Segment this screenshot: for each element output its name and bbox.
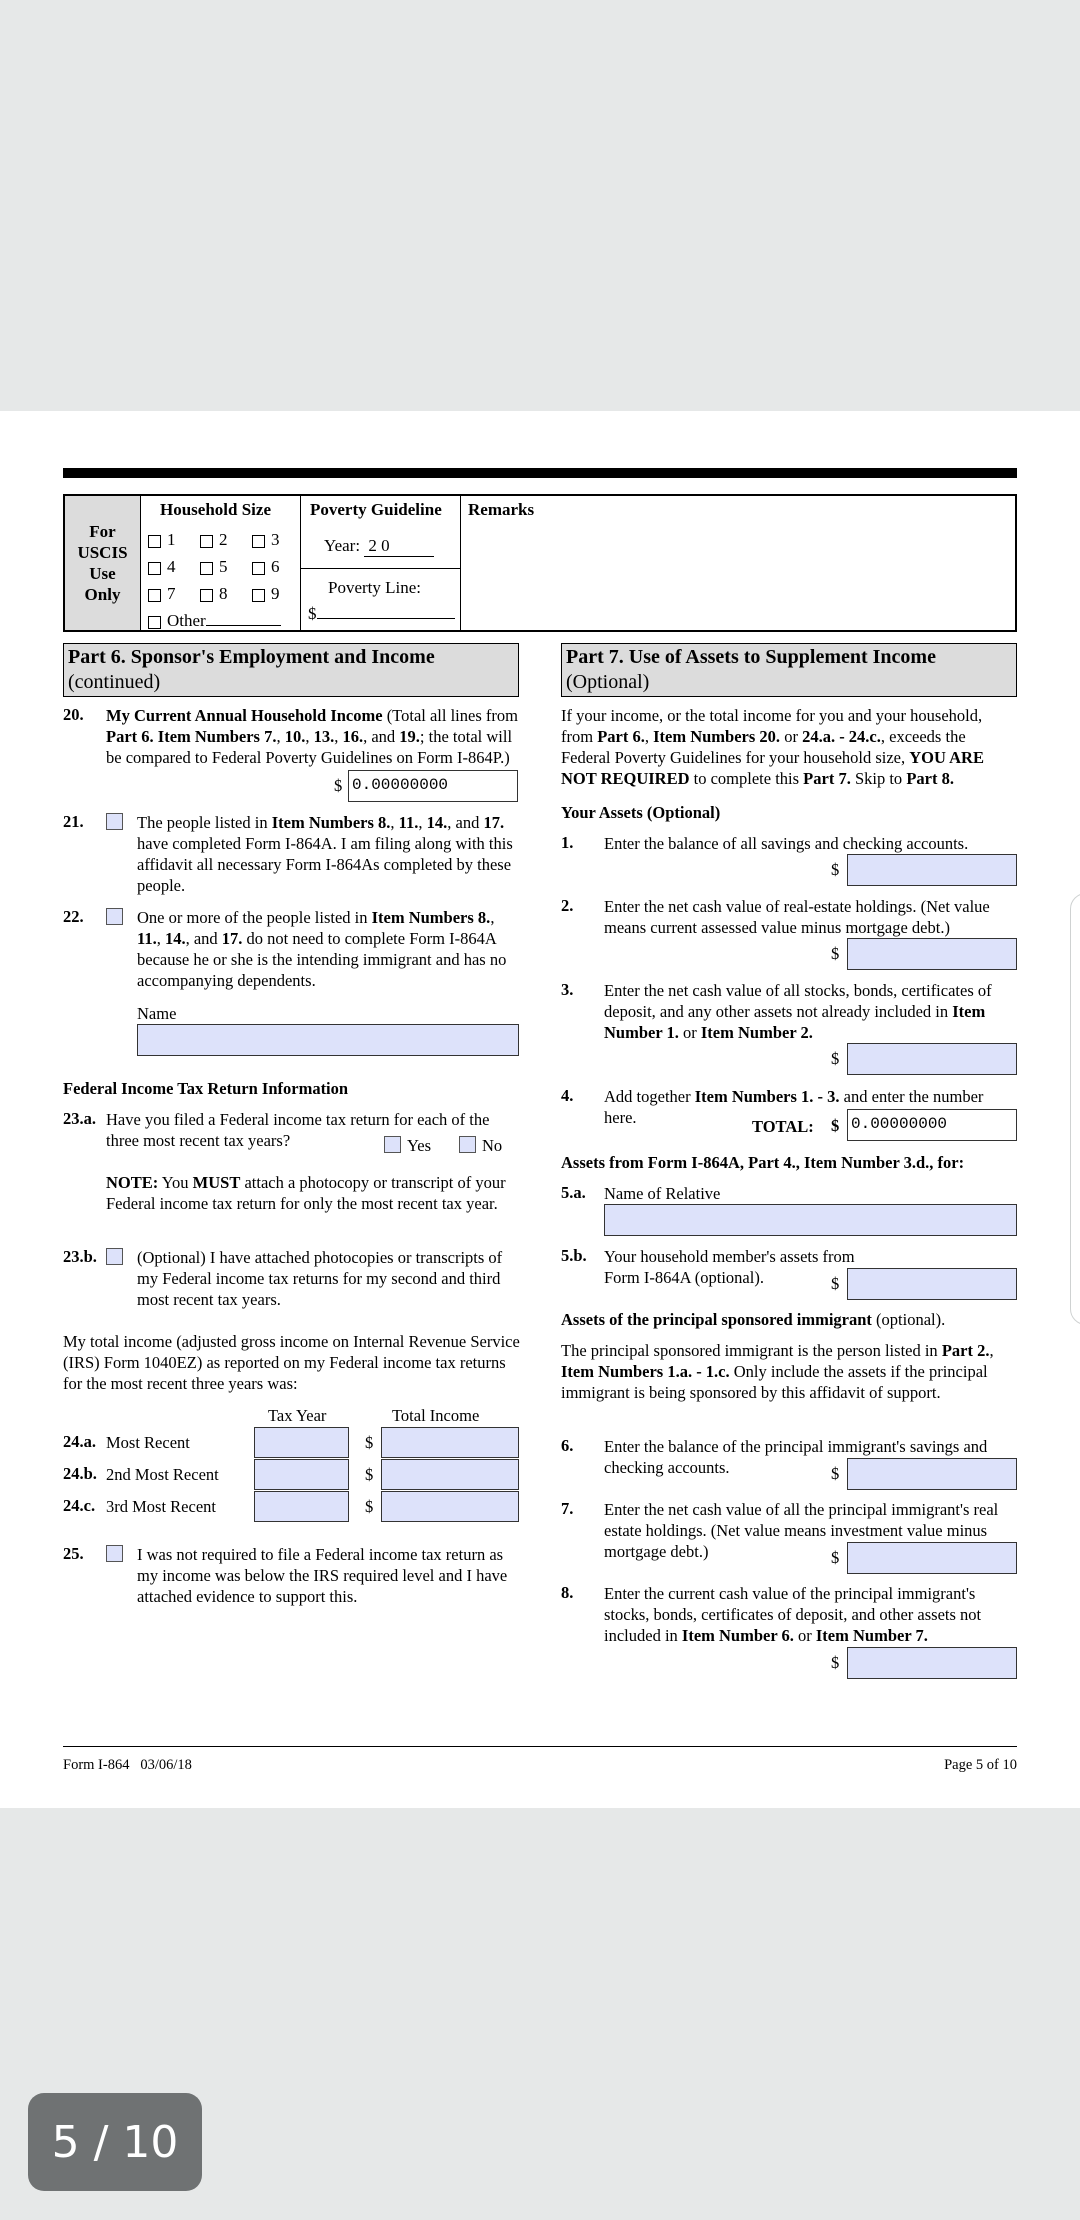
q23b-text: (Optional) I have attached photocopies or transcripts of my Federal income tax returns for my second and third most recent tax years. — [137, 1248, 503, 1309]
footer-rule — [63, 1746, 1017, 1747]
q22-text: One or more of the people listed in Item Numbers 8., 11., 14., and 17. do not need to complete Form I-864A because he or she is the intending immigrant and has no accompanying dependents. — [137, 908, 507, 990]
tax-year-input[interactable] — [254, 1427, 349, 1458]
tax-section-title: Federal Income Tax Return Information — [63, 1079, 349, 1098]
principal-assets-title: Assets of the principal sponsored immigrant (optional). — [561, 1310, 946, 1329]
uscis-use-box — [63, 494, 1017, 632]
document-page: For USCIS Use Only Household Size 1 2 3 4 5 6 7 8 9 Other Poverty Guideline Year: 2 0 Poverty Line: $ Remarks Part 6. Sponsor's Employment and Income (continued) 20. My Current Annual Household Income (Total all lines from Part 6. Item Numbers 7., 10., 13., 16., and 19.; the total will be compared to Federal Poverty Guidelines on Form I-864P.) $ 0.00000000 21. The people listed in Item Numbers 8., 11., 14., and 17. have completed Form I-864A. I am filing along with this affidavit all necessary Form I-864As completed by these people. 22. One or more of the people listed in Item Numbers 8., 11., 14., and 17. do not need to complete Form I-864A because he or she is the intending immigrant and has no accompanying dependents. Name Federal Income Tax Return Information 23.a. Have you filed a Federal income tax return for each of the three most recent tax years? Yes No NOTE: You MUST attach a photocopy or transcript of your Federal income tax return for only the most recent tax year. 23.b. (Optional) I have attached photocopies or transcripts of my Federal income tax returns for my second and third most recent tax years. My total income (adjusted gross income on Internal Revenue Service (IRS) Form 1040EZ) as reported on my Federal income tax returns for the most recent three years was: Tax Year Total Income 24.a. Most Recent $ 24.b. 2nd Most Recent $ 24.c. 3rd Most Recent $ 25. I was not required to file a Federal income tax return as my income was below the IRS required level and I have attached evidence to support this. Part 7. Use of Assets to Supplement Income (Optional) If your income, or the total income for you and your household, from Part 6., Item Numbers 20. or 24.a. - 24.c., exceeds the Federal Poverty Guidelines for your household size, YOU ARE NOT REQUIRED to complete this Part 7. Skip to Part 8. Your Assets (Optional) 1. Enter the balance of all savings and checking accounts. $ 2. Enter the net cash value of real-estate holdings. (Net value means current assessed value minus mortgage debt.) $ 3. Enter the net cash value of all stocks, bonds, certificates of deposit, and any other assets not already included in Item Number 1. or Item Number 2. $ 4. Add together Item Numbers 1. - 3. and enter the number here. TOTAL: $ 0.00000000 Assets from Form I-864A, Part 4., Item Number 3.d., for: 5.a. Name of Relative 5.b. Your household member's assets from Form I-864A (optional). $ Assets of the principal sponsored immigrant (optional). The principal sponsored immigrant is the person listed in Part 2., Item Numbers 1.a. - 1.c. Only include the assets if the principal immigrant is being sponsored by this affidavit of support. 6. Enter the balance of the principal immigrant's savings and checking accounts. $ 7. Enter the net cash value of all the principal immigrant's real estate holdings. (Net value means investment value minus mortgage debt.) $ 8. Enter the current cash value of the principal immigrant's stocks, bonds, certificates of deposit, and other assets not included in Item Number 6. or Item Number 7. $ Form I-864 03/06/18 Page 5 of 10 — [0, 411, 1080, 1808]
remarks-title: Remarks — [468, 500, 535, 519]
principal-real-estate-input[interactable] — [847, 1542, 1017, 1574]
size-option: 8 — [200, 580, 252, 607]
q6-number: 6. — [561, 1436, 574, 1455]
q5a-text: Name of Relative — [604, 1184, 721, 1203]
principal-stocks-input[interactable] — [847, 1647, 1017, 1679]
q5a-number: 5.a. — [561, 1183, 586, 1202]
size-option: 5 — [200, 553, 252, 580]
q21-text: The people listed in Item Numbers 8., 11., 14., and 17. have completed Form I-864A. I am filing along with this affidavit all necessary Form I-864As completed by these people. — [137, 813, 513, 895]
household-size-grid — [148, 526, 298, 634]
q4-number: 4. — [561, 1086, 574, 1105]
total-income-input[interactable] — [381, 1427, 519, 1458]
size-option-other: Other — [148, 607, 298, 634]
name-input[interactable] — [137, 1024, 519, 1056]
form-id: Form I-864 03/06/18 — [63, 1757, 192, 1773]
q23b-number: 23.b. — [63, 1247, 97, 1266]
q5b-text: Your household member's assets from Form I-864A (optional). — [604, 1247, 855, 1287]
row-label: 2nd Most Recent — [106, 1465, 219, 1484]
your-assets-title: Your Assets (Optional) — [561, 803, 721, 822]
tax-note: NOTE: You MUST attach a photocopy or transcript of your Federal income tax return for only the most recent tax year. — [106, 1173, 506, 1213]
no-label: No — [482, 1136, 503, 1155]
tax-year-input[interactable] — [254, 1491, 349, 1522]
total-income-input[interactable] — [381, 1459, 519, 1490]
q2-text: Enter the net cash value of real-estate holdings. (Net value means current assessed value minus mortgage debt.) — [604, 897, 990, 937]
size-option: 2 — [200, 526, 252, 553]
q23a-number: 23.a. — [63, 1109, 96, 1128]
total-assets-input[interactable]: 0.00000000 — [847, 1109, 1017, 1141]
relative-name-input[interactable] — [604, 1204, 1017, 1236]
tax-year-input[interactable] — [254, 1459, 349, 1490]
q7-text: Enter the net cash value of all the principal immigrant's real estate holdings. (Net value means investment value minus mortgage debt.) — [604, 1500, 999, 1561]
q25-checkbox[interactable] — [106, 1545, 123, 1562]
principal-savings-input[interactable] — [847, 1458, 1017, 1490]
size-option: 1 — [148, 526, 200, 553]
top-rule — [63, 468, 1017, 478]
q7-number: 7. — [561, 1499, 574, 1518]
year-value: 2 0 — [364, 536, 434, 557]
q23a-text: Have you filed a Federal income tax return for each of the three most recent tax years? — [106, 1110, 490, 1150]
for-uscis-use-only-label: For USCIS Use Only — [65, 496, 141, 630]
q25-text: I was not required to file a Federal income tax return as my income was below the IRS required level and I have attached evidence to support this. — [137, 1545, 508, 1606]
page-number: Page 5 of 10 — [944, 1757, 1017, 1773]
household-size-box — [140, 496, 301, 630]
yes-label: Yes — [407, 1136, 432, 1155]
q21-checkbox[interactable] — [106, 813, 123, 830]
poverty-guideline-title: Poverty Guideline — [310, 500, 442, 519]
household-income-input[interactable]: 0.00000000 — [348, 770, 518, 802]
poverty-line-field: $ — [308, 604, 455, 624]
total-income-input[interactable] — [381, 1491, 519, 1522]
principal-text: The principal sponsored immigrant is the person listed in Part 2., Item Numbers 1.a. - 1.c. Only include the assets if the principal immigrant is being sponsored by this affidavit of support. — [561, 1341, 994, 1402]
q20-number: 20. — [63, 705, 84, 724]
dollar-sign: $ — [334, 776, 343, 795]
q20-text: My Current Annual Household Income (Total all lines from Part 6. Item Numbers 7., 10., 13., 16., and 19.; the total will be compared to Federal Poverty Guidelines on Form I-864P.) — [106, 706, 518, 767]
q8-text: Enter the current cash value of the principal immigrant's stocks, bonds, certificates of deposit, and other assets not included in Item Number 6. or Item Number 7. — [604, 1584, 982, 1645]
q4-text: Add together Item Numbers 1. - 3. and enter the number here. — [604, 1087, 984, 1127]
name-label: Name — [137, 1004, 177, 1023]
page-indicator: 5 / 10 — [28, 2093, 202, 2191]
q6-text: Enter the balance of the principal immigrant's savings and checking accounts. — [604, 1437, 988, 1477]
q22-number: 22. — [63, 907, 84, 926]
size-option: 3 — [252, 526, 298, 553]
total-income-column-header: Total Income — [392, 1406, 480, 1425]
q1-number: 1. — [561, 833, 574, 852]
size-option: 4 — [148, 553, 200, 580]
q1-text: Enter the balance of all savings and checking accounts. — [604, 834, 969, 853]
q2-number: 2. — [561, 896, 574, 915]
q25-number: 25. — [63, 1544, 84, 1563]
poverty-guideline-box — [300, 496, 461, 630]
q22-checkbox[interactable] — [106, 908, 123, 925]
size-option: 9 — [252, 580, 298, 607]
q8-number: 8. — [561, 1583, 574, 1602]
total-label: TOTAL: — [752, 1117, 814, 1136]
row-label: 3rd Most Recent — [106, 1497, 216, 1516]
part7-intro: If your income, or the total income for you and your household, from Part 6., Item Numbers 20. or 24.a. - 24.c., exceeds the Federal Poverty Guidelines for your household size, YOU ARE NOT REQUIRED to complete this Part 7. Skip to Part 8. — [561, 706, 984, 788]
income-text: My total income (adjusted gross income on Internal Revenue Service (IRS) Form 1040EZ) as reported on my Federal income tax returns for the most recent three years was: — [63, 1332, 520, 1393]
no-checkbox[interactable] — [459, 1136, 476, 1153]
q21-number: 21. — [63, 812, 84, 831]
q3-number: 3. — [561, 980, 574, 999]
i864a-assets-title: Assets from Form I-864A, Part 4., Item Number 3.d., for: — [561, 1153, 965, 1172]
size-option: 6 — [252, 553, 298, 580]
household-size-title: Household Size — [160, 500, 271, 519]
real-estate-input[interactable] — [847, 938, 1017, 970]
poverty-line-label: Poverty Line: — [328, 578, 422, 597]
yes-checkbox[interactable] — [384, 1136, 401, 1153]
part6-header: Part 6. Sponsor's Employment and Income (continued) — [63, 643, 519, 697]
row-label: Most Recent — [106, 1433, 190, 1452]
household-member-assets-input[interactable] — [847, 1268, 1017, 1300]
size-option: 7 — [148, 580, 200, 607]
year-row: Year: 2 0 — [324, 536, 434, 557]
q3-text: Enter the net cash value of all stocks, bonds, certificates of deposit, and any other assets not already included in Item Number 1. or Item Number 2. — [604, 981, 992, 1042]
stocks-input[interactable] — [847, 1043, 1017, 1075]
q23b-checkbox[interactable] — [106, 1248, 123, 1265]
savings-input[interactable] — [847, 854, 1017, 886]
tax-year-column-header: Tax Year — [268, 1406, 327, 1425]
scroll-handle[interactable] — [1070, 893, 1080, 1325]
part7-header: Part 7. Use of Assets to Supplement Income (Optional) — [561, 643, 1017, 697]
q5b-number: 5.b. — [561, 1246, 587, 1265]
